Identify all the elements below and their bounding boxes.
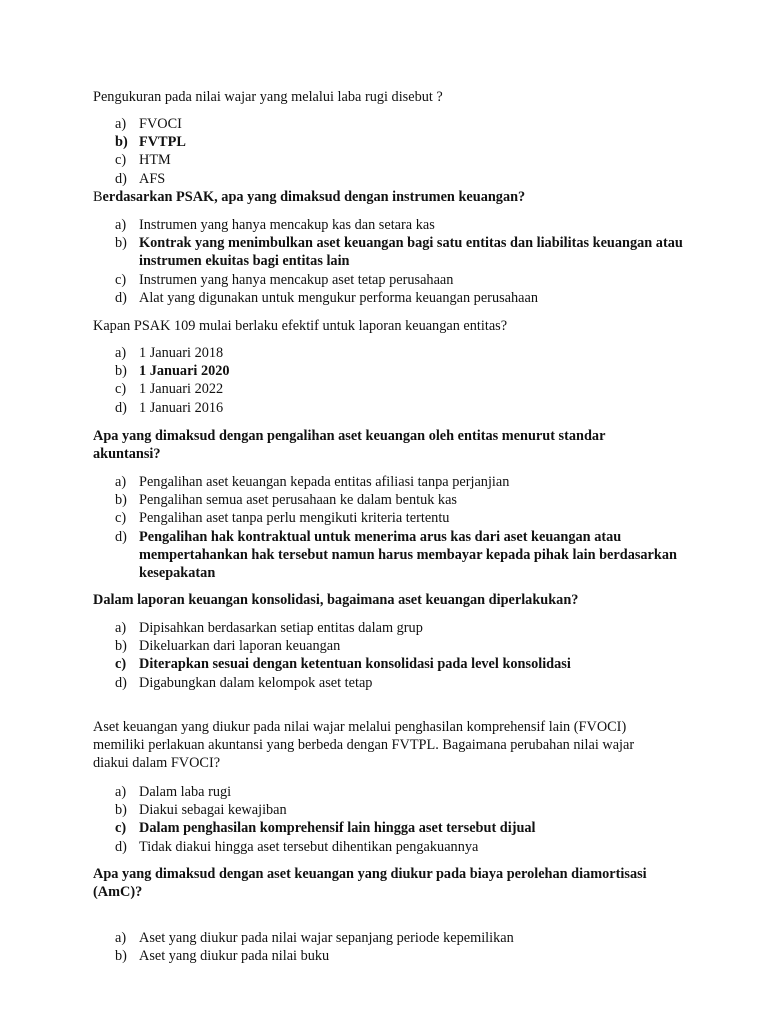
option-5c: c) Diterapkan sesuai dengan ketentuan konsolidasi pada level konsolidasi (115, 656, 571, 673)
option-4d: d) Pengalihan hak kontraktual untuk menerima arus kas dari aset keuangan atau mempertahankan hak tersebut namun harus membayar kepada pihak lain berdasarkan kesepakatan (115, 528, 677, 582)
question-3-text: Kapan PSAK 109 mulai berlaku efektif untuk laporan keuangan entitas? (93, 318, 508, 334)
option-1a: a) FVOCI (115, 116, 182, 132)
question-3 (93, 317, 693, 335)
option-3c: c) 1 Januari 2022 (115, 381, 224, 398)
question-2-prefix: B (93, 189, 103, 205)
option-1c: c) HTM (115, 152, 171, 169)
option-3d: d) 1 Januari 2016 (115, 399, 224, 416)
question-1-options (93, 115, 693, 188)
question-3-options (93, 344, 693, 417)
option-3a: a) 1 Januari 2018 (115, 345, 224, 361)
option-1d: d) AFS (115, 170, 166, 187)
option-6d: d) Tidak diakui hingga aset tersebut dihentikan pengakuannya (115, 838, 479, 855)
option-7a: a) Aset yang diukur pada nilai wajar sepanjang periode kepemilikan (115, 930, 514, 946)
option-3b: b) 1 Januari 2020 (115, 363, 230, 380)
option-7b: b) Aset yang diukur pada nilai buku (115, 948, 330, 965)
option-6b: b) Diakui sebagai kewajiban (115, 802, 287, 819)
option-6c: c) Dalam penghasilan komprehensif lain hingga aset tersebut dijual (115, 820, 536, 837)
option-5a: a) Dipisahkan berdasarkan setiap entitas dalam grup (115, 620, 423, 636)
question-6-text: Aset keuangan yang diukur pada nilai wajar melalui penghasilan komprehensif lain (FVOCI) memiliki perlakuan akuntansi yang berbeda dengan FVTPL. Bagaimana perubahan nilai wajar diakui dalam FVOCI? (93, 719, 635, 772)
question-1 (93, 88, 693, 106)
question-2 (93, 188, 693, 206)
option-4c: c) Pengalihan aset tanpa perlu mengikuti kriteria tertentu (115, 510, 450, 527)
question-1-text: Pengukuran pada nilai wajar yang melalui laba rugi disebut ? (93, 89, 443, 105)
question-4-options (93, 473, 693, 582)
question-5 (93, 591, 693, 609)
option-6a: a) Dalam laba rugi (115, 784, 232, 800)
option-5d: d) Digabungkan dalam kelompok aset tetap (115, 674, 373, 691)
question-7-options (93, 929, 693, 965)
option-1b: b) FVTPL (115, 134, 186, 151)
option-4a: a) Pengalihan aset keuangan kepada entitas afiliasi tanpa perjanjian (115, 474, 510, 490)
option-4b: b) Pengalihan semua aset perusahaan ke dalam bentuk kas (115, 492, 457, 509)
question-2-options (93, 216, 693, 307)
question-6-options (93, 783, 693, 856)
question-4-text: Apa yang dimaksud dengan pengalihan aset keuangan oleh entitas menurut standar akuntansi? (93, 428, 606, 463)
question-7 (93, 865, 653, 901)
question-6 (93, 718, 673, 773)
option-2d: d) Alat yang digunakan untuk mengukur performa keuangan perusahaan (115, 289, 538, 306)
question-2-text: erdasarkan PSAK, apa yang dimaksud dengan instrumen keuangan? (102, 189, 526, 205)
question-4 (93, 427, 663, 463)
option-2c: c) Instrumen yang hanya mencakup aset tetap perusahaan (115, 271, 454, 288)
option-2a: a) Instrumen yang hanya mencakup kas dan setara kas (115, 217, 435, 233)
question-5-options (93, 619, 693, 692)
question-7-text: Apa yang dimaksud dengan aset keuangan yang diukur pada biaya perolehan diamortisasi (AmC)? (93, 866, 647, 901)
question-5-text: Dalam laporan keuangan konsolidasi, bagaimana aset keuangan diperlakukan? (93, 592, 579, 608)
option-2b: b) Kontrak yang menimbulkan aset keuangan bagi satu entitas dan liabilitas keuangan atau instrumen ekuitas bagi entitas lain (115, 235, 683, 270)
option-5b: b) Dikeluarkan dari laporan keuangan (115, 638, 341, 655)
